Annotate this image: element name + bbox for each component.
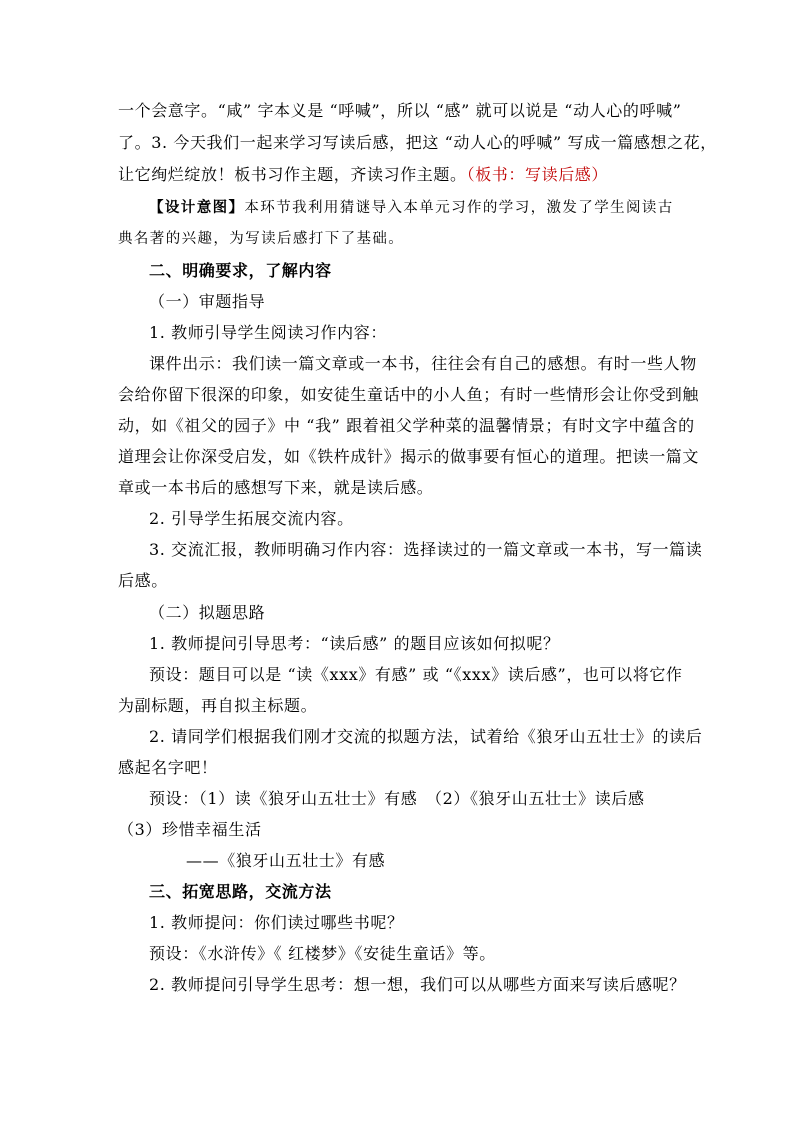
paragraph-line: 1. 教师提问：你们读过哪些书呢？ <box>149 913 404 932</box>
paragraph-line <box>118 165 608 185</box>
paragraph-line: 2. 引导学生拓展交流内容。 <box>149 509 354 528</box>
paragraph-line: 1. 教师提问引导思考：“读后感” 的题目应该如何拟呢？ <box>149 634 560 653</box>
section-heading: 二、明确要求，了解内容 <box>149 261 332 280</box>
line-text: 让它绚烂绽放！板书习作主题，齐读习作主题。 <box>118 165 467 184</box>
paragraph-line: 道理会让你深受启发，如《铁杵成针》揭示的做事要有恒心的道理。把读一篇文 <box>118 447 700 466</box>
subsection-heading: （一）审题指导 <box>149 292 266 311</box>
paragraph-line: （3）珍惜幸福生活 <box>118 820 262 839</box>
paragraph-line: 预设：（1）读《狼牙山五壮士》有感 （2）《狼牙山五壮士》读后感 <box>149 789 645 808</box>
paragraph-line: 感起名字吧！ <box>118 758 218 777</box>
paragraph-line: 3. 交流汇报，教师明确习作内容：选择读过的一篇文章或一本书，写一篇读 <box>149 540 703 559</box>
paragraph-line: 课件出示：我们读一篇文章或一本书，往往会有自己的感想。有时一些人物 <box>149 354 697 373</box>
paragraph-line: 2. 请同学们根据我们刚才交流的拟题方法，试着给《狼牙山五壮士》的读后 <box>149 727 703 746</box>
paragraph-line: 后感。 <box>118 571 168 590</box>
design-intent-line <box>149 198 674 218</box>
design-intent-text: 本环节我利用猜谜导入本单元习作的学习，激发了学生阅读古 <box>244 200 674 216</box>
paragraph-line: 会给你留下很深的印象，如安徒生童话中的小人鱼；有时一些情形会让你受到触 <box>118 385 700 404</box>
paragraph-line: 一个会意字。“咸” 字本义是 “呼喊”，所以 “感” 就可以说是 “动人心的呼喊” <box>118 101 682 120</box>
paragraph-line: 预设：《水浒传》《 红楼梦》《安徒生童话》等。 <box>149 944 496 963</box>
paragraph-line: ——《狼牙山五壮士》有感 <box>186 851 386 870</box>
paragraph-line: 动，如《祖父的园子》中 “我” 跟着祖父学种菜的温馨情景；有时文字中蕴含的 <box>118 416 695 435</box>
subsection-heading: （二）拟题思路 <box>149 603 266 622</box>
paragraph-line: 预设：题目可以是 “读《xxx》有感” 或 “《xxx》读后感”，也可以将它作 <box>149 665 683 684</box>
paragraph-line: 1. 教师引导学生阅读习作内容： <box>149 323 387 342</box>
paragraph-line: 为副标题，再自拟主标题。 <box>118 696 318 715</box>
design-intent-label: 【设计意图】 <box>149 200 245 216</box>
paragraph-line: 2. 教师提问引导学生思考：想一想，我们可以从哪些方面来写读后感呢？ <box>149 975 686 994</box>
section-heading: 三、拓宽思路，交流方法 <box>149 882 332 901</box>
board-note: （板书：写读后感） <box>466 165 609 184</box>
design-intent-line: 典名著的兴趣，为写读后感打下了基础。 <box>118 231 405 247</box>
paragraph-line: 了。3. 今天我们一起来学习写读后感，把这 “动人心的呼喊” 写成一篇感想之花， <box>118 133 717 152</box>
paragraph-line: 章或一本书后的感想写下来，就是读后感。 <box>118 478 434 497</box>
